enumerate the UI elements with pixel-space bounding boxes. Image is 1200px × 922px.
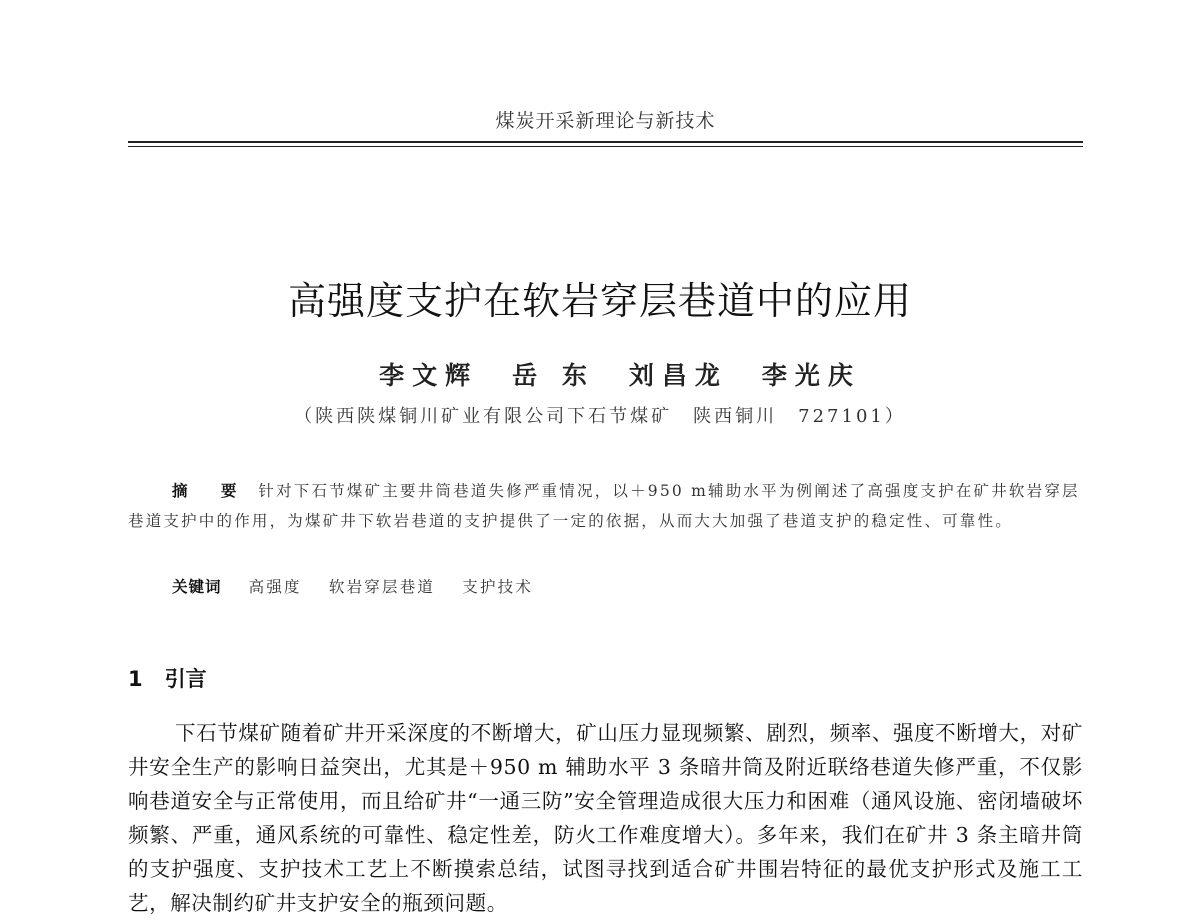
abstract-label: 摘 要: [172, 482, 251, 500]
author-list: [320, 356, 920, 392]
abstract: [128, 476, 1083, 536]
paper-title: 高强度支护在软岩穿层巷道中的应用: [287, 279, 912, 323]
abstract-text: 针对下石节煤矿主要井筒巷道失修严重情况，以＋950 m辅助水平为例阐述了高强度支护在矿井软岩穿层巷道支护中的作用，为煤矿井下软岩巷道的支护提供了一定的依据，从而大大加强了巷道支护的稳定性、可靠性。: [128, 482, 1080, 530]
body-paragraph: 下石节煤矿随着矿井开采深度的不断增大，矿山压力显现频繁、剧烈，频率、强度不断增大，对矿井安全生产的影响日益突出，尤其是＋950 m 辅助水平 3 条暗井筒及附近联络巷道失修严重，不仅影响巷道安全与正常使用，而且给矿井“一通三防”安全管理造成很大压力和困难（通风设施、密闭墙破坏频繁、严重，通风系统的可靠性、稳定性差，防火工作难度增大）。多年来，我们在矿井 3 条主暗井筒的支护强度、支护技术工艺上不断摸索总结，试图寻找到适合矿井围岩特征的最优支护形式及施工工艺，解决制约矿井支护安全的瓶颈问题。: [128, 721, 1083, 915]
author-name: 刘昌龙: [628, 361, 728, 390]
keywords: [172, 575, 553, 597]
section-number: 1: [128, 667, 143, 691]
keyword: 软岩穿层巷道: [328, 578, 436, 596]
author-name: 李光庆: [761, 361, 861, 390]
keywords-label: 关键词: [172, 578, 222, 596]
author-name: 李文辉: [379, 361, 479, 390]
header-rule-thin: [128, 146, 1083, 147]
header-rule-thick: [128, 141, 1083, 143]
author-name: 岳 东: [512, 361, 595, 390]
section-title: 引言: [164, 667, 207, 691]
affiliation: （陕西陕煤铜川矿业有限公司下石节煤矿 陕西铜川 727101）: [294, 406, 906, 427]
keyword: 高强度: [248, 578, 302, 596]
running-head: 煤炭开采新理论与新技术: [495, 110, 716, 132]
keyword: 支护技术: [462, 578, 534, 596]
section-heading: [128, 663, 207, 693]
